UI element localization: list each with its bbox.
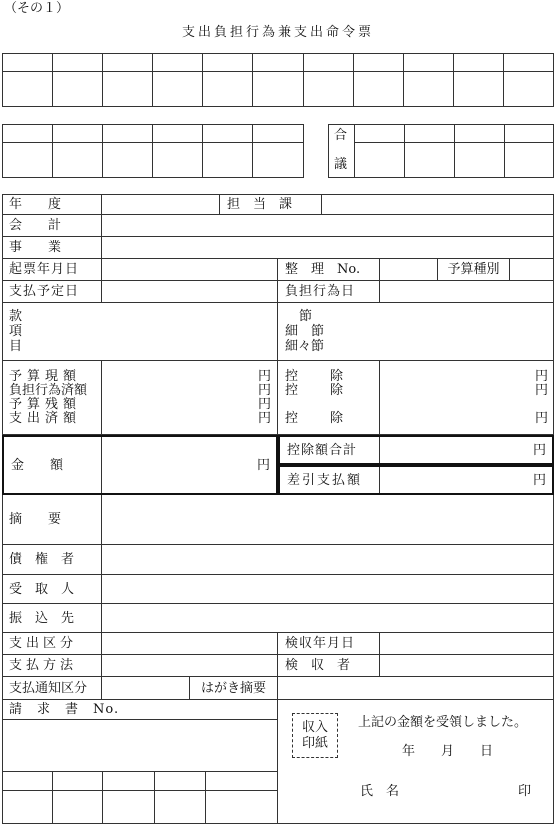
inspector-field[interactable]	[380, 655, 554, 677]
obligated-label: 負担行為済額	[9, 383, 88, 398]
yen-unit: 円	[257, 383, 271, 398]
serial-no-label: 整 理 No.	[278, 259, 380, 281]
transfer-dest-label: 振 込 先	[2, 604, 102, 633]
notice-category-field[interactable]	[102, 677, 190, 700]
yen-unit: 円	[534, 369, 548, 384]
budget-current-label: 予算現額	[9, 369, 82, 384]
year-field[interactable]	[102, 194, 220, 215]
inspector-label: 検 収 者	[278, 655, 380, 677]
yen-unit: 円	[257, 369, 271, 384]
invoice-no-label-row	[2, 700, 278, 720]
kan-label: 款	[9, 309, 23, 324]
approval-grid-left	[2, 124, 304, 178]
recipient-field[interactable]	[102, 575, 554, 604]
yen-unit: 円	[257, 411, 271, 426]
setsu-label: 節	[299, 309, 313, 324]
section-classification-field[interactable]	[278, 303, 554, 361]
summary-label: 摘 要	[2, 495, 102, 545]
yen-unit: 円	[257, 397, 271, 412]
creditor-label: 債 権 者	[2, 545, 102, 575]
form-title: 支出負担行為兼支出命令票	[181, 25, 374, 40]
invoice-grid[interactable]	[2, 720, 278, 824]
draft-date-label: 起票年月日	[2, 259, 102, 281]
yen-unit: 円	[534, 383, 548, 398]
postcard-summary-label: はがき摘要	[190, 677, 278, 700]
budget-amounts-field[interactable]	[102, 361, 278, 435]
invoice-no-label: 請 求 書 No.	[9, 702, 120, 717]
kou-label: 項	[9, 324, 23, 339]
name-label: 氏 名	[360, 784, 400, 799]
revenue-stamp-box[interactable]	[292, 713, 338, 758]
year-label: 年 度	[2, 194, 102, 215]
payment-method-label: 支払方法	[2, 655, 102, 677]
consultation-label-2: 議	[334, 157, 348, 172]
consultation-label-1: 合	[334, 128, 348, 143]
budget-type-label: 予算種別	[438, 259, 510, 281]
obligation-date-field[interactable]	[380, 281, 554, 303]
amount-label: 金 額	[4, 437, 102, 493]
part-number: （その１）	[4, 1, 70, 16]
project-label: 事 業	[2, 237, 102, 259]
expenditure-category-field[interactable]	[102, 633, 278, 655]
account-field[interactable]	[102, 215, 554, 237]
department-label: 担 当 課	[220, 194, 322, 215]
receipt-statement: 上記の金額を受領しました。	[358, 715, 528, 730]
net-payment-label: 差引支払額	[280, 467, 380, 493]
stamp-label-2: 印紙	[301, 735, 328, 751]
payment-due-field[interactable]	[102, 281, 278, 303]
saisetsu-label: 細 節	[285, 324, 325, 339]
obligation-date-label: 負担行為日	[278, 281, 380, 303]
deduction-label: 控 除	[285, 369, 346, 384]
top-grid	[2, 53, 554, 107]
deduction-field[interactable]	[380, 361, 554, 435]
moku-label: 目	[9, 339, 23, 354]
net-payment-field[interactable]	[380, 467, 552, 493]
deduction-label: 控 除	[285, 383, 346, 398]
yen-unit: 円	[256, 458, 270, 473]
recipient-label: 受 取 人	[2, 575, 102, 604]
budget-remaining-label: 予算残額	[9, 397, 82, 412]
disbursed-label: 支出済額	[9, 411, 82, 426]
budget-type-field[interactable]	[510, 259, 554, 281]
amount-field[interactable]	[102, 437, 276, 493]
deduction-labels	[278, 361, 380, 435]
serial-no-field[interactable]	[380, 259, 438, 281]
inspection-date-label: 検収年月日	[278, 633, 380, 655]
saisai-label: 細々節	[285, 339, 325, 354]
creditor-field[interactable]	[102, 545, 554, 575]
yen-unit: 円	[532, 473, 546, 488]
payment-due-label: 支払予定日	[2, 281, 102, 303]
expenditure-category-label: 支出区分	[2, 633, 102, 655]
summary-field[interactable]	[102, 495, 554, 545]
account-label: 会 計	[2, 215, 102, 237]
budget-amounts-labels	[2, 361, 102, 435]
receipt-area	[278, 700, 554, 824]
inspection-date-field[interactable]	[380, 633, 554, 655]
yen-unit: 円	[534, 411, 548, 426]
receipt-date: 年 月 日	[402, 744, 494, 759]
transfer-dest-field[interactable]	[102, 604, 554, 633]
draft-date-field[interactable]	[102, 259, 278, 281]
department-field[interactable]	[322, 194, 554, 215]
budget-classification-field[interactable]	[2, 303, 278, 361]
seal-mark: 印	[518, 784, 532, 799]
stamp-label-1: 収入	[301, 719, 328, 735]
yen-unit: 円	[532, 443, 546, 458]
project-field[interactable]	[102, 237, 554, 259]
postcard-summary-field[interactable]	[278, 677, 554, 700]
deduction-total-label: 控除額合計	[280, 437, 380, 463]
deduction-label: 控 除	[285, 411, 346, 426]
consultation-grid	[328, 124, 554, 178]
notice-category-label: 支払通知区分	[2, 677, 102, 700]
payment-method-field[interactable]	[102, 655, 278, 677]
deduction-total-field[interactable]	[380, 437, 552, 463]
